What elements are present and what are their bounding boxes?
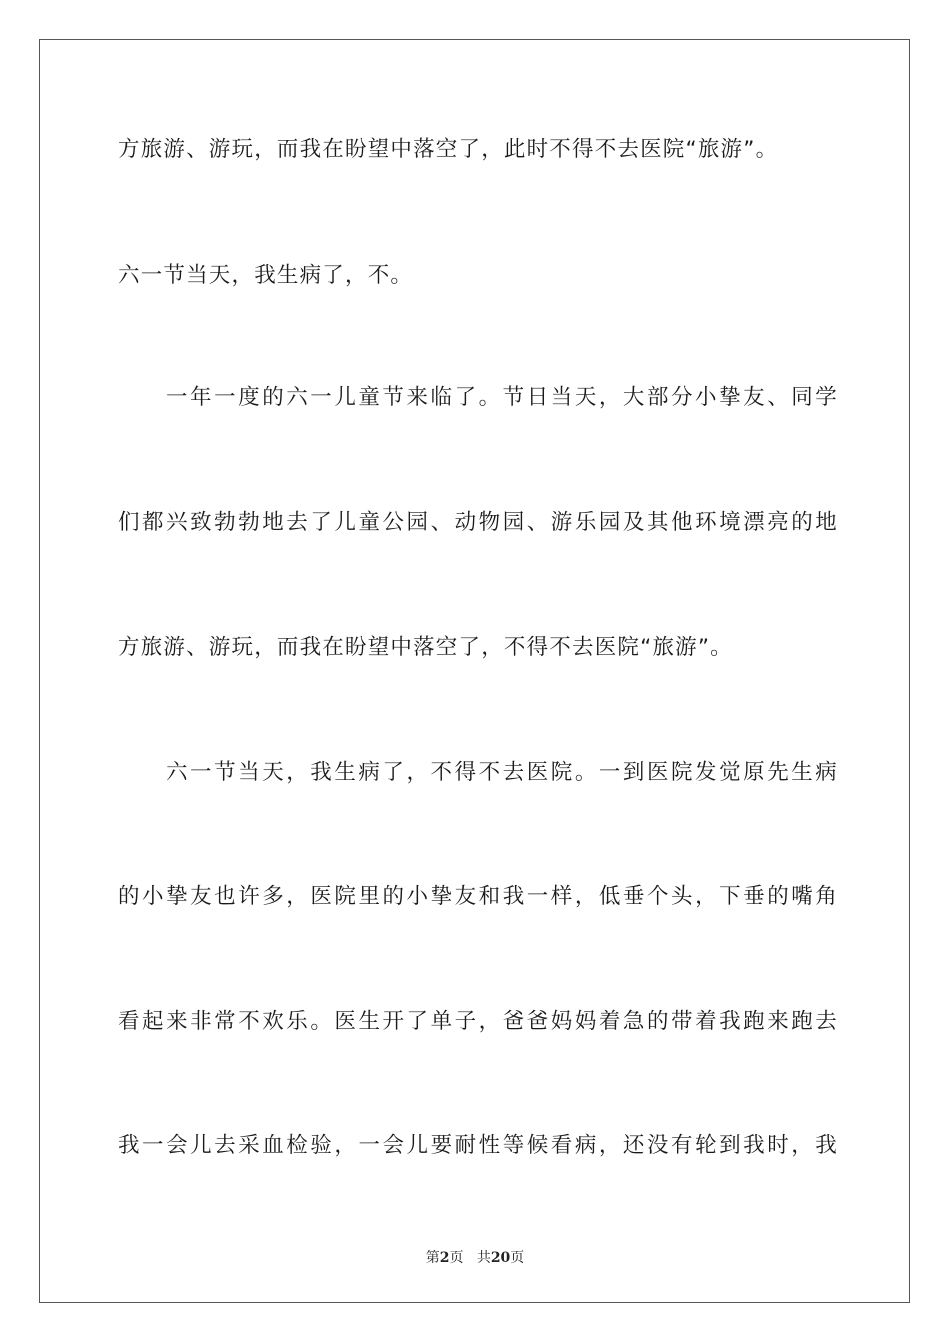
footer-total-pages: 20 — [490, 1250, 511, 1266]
text-line-2: 六一节当天，我生病了，不。 — [118, 263, 414, 288]
footer-total-prefix: 共 — [476, 1250, 491, 1266]
text-line-9: 我一会儿去采血检验，一会儿要耐性等候看病，还没有轮到我时，我 — [118, 1133, 838, 1158]
footer-total-suffix: 页 — [510, 1250, 525, 1266]
text-line-1: 方旅游、游玩，而我在盼望中落空了，此时不得不去医院“旅游”。 — [118, 137, 779, 162]
footer-page-prefix: 第 — [425, 1250, 440, 1266]
text-line-7: 的小挚友也许多，医院里的小挚友和我一样，低垂个头，下垂的嘴角 — [118, 884, 838, 909]
footer-page-number: 2 — [439, 1250, 450, 1266]
text-line-8: 看起来非常不欢乐。医生开了单子，爸爸妈妈着急的带着我跑来跑去 — [118, 1009, 838, 1034]
footer-page-suffix: 页 — [449, 1250, 464, 1266]
text-line-3: 一年一度的六一儿童节来临了。节日当天，大部分小挚友、同学 — [166, 385, 838, 410]
page-footer — [0, 1247, 950, 1267]
page-border — [39, 39, 910, 1303]
text-line-4: 们都兴致勃勃地去了儿童公园、动物园、游乐园及其他环境漂亮的地 — [118, 510, 838, 535]
text-line-6: 六一节当天，我生病了，不得不去医院。一到医院发觉原先生病 — [166, 760, 838, 785]
text-line-5: 方旅游、游玩，而我在盼望中落空了，不得不去医院“旅游”。 — [118, 635, 733, 660]
